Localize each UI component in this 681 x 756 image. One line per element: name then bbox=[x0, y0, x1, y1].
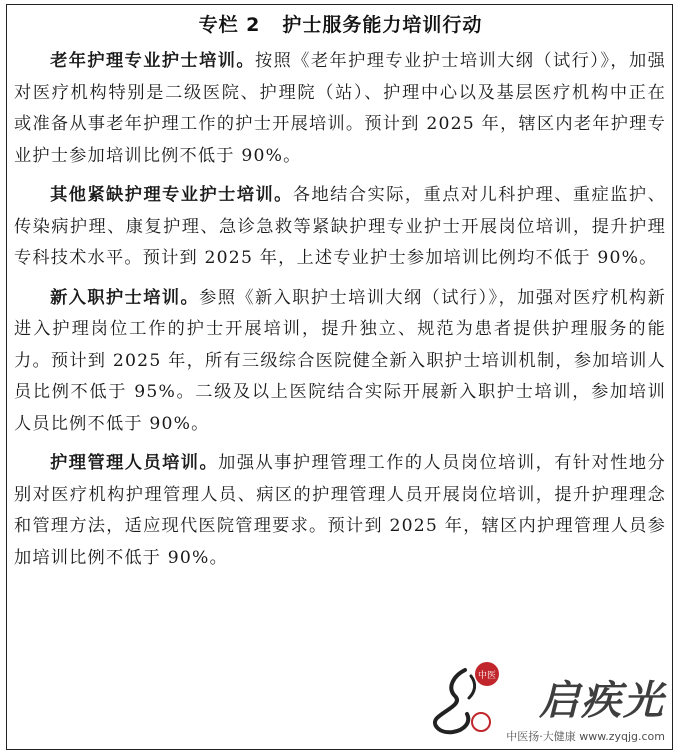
section-body: 各地结合实际，重点对儿科护理、重症监护、传染病护理、康复护理、急诊急救等紧缺护理专业护士开展岗位培训，提升护理专科技术水平。预计到 2025 年，上述专业护士参加培训比例均不低于 90%。 bbox=[14, 185, 666, 268]
column-title bbox=[0, 10, 681, 37]
section-body: 加强从事护理管理工作的人员岗位培训，有针对性地分别对医疗机构护理管理人员、病区的护理管理人员开展岗位培训，提升护理理念和管理方法，适应现代医院管理要求。预计到 2025 年，辖区内护理管理人员参加培训比例不低于 90%。 bbox=[14, 453, 666, 568]
section-nursing-management bbox=[14, 448, 666, 574]
section-shortage-specialties bbox=[14, 180, 666, 275]
section-new-nurses bbox=[14, 283, 666, 441]
section-body: 参照《新入职护士培训大纲（试行）》，加强对医疗机构新进入护理岗位工作的护士开展培训，提升独立、规范为患者提供护理服务的能力。预计到 2025 年，所有三级综合医院健全新入职护士培训机制，参加培训人员比例不低于 95%。二级及以上医院结合实际开展新入职护士培训，参加培训人员比例不低于 90%。 bbox=[14, 287, 666, 434]
column-number: 专栏 2 bbox=[198, 14, 261, 36]
section-heading: 新入职护士培训。 bbox=[50, 287, 200, 308]
seal-badge: 中医 bbox=[475, 662, 499, 686]
column-content bbox=[14, 46, 666, 582]
section-heading: 护理管理人员培训。 bbox=[50, 453, 219, 473]
watermark-brand: 启疾光 bbox=[539, 677, 665, 724]
column-title-text: 护士服务能力培训行动 bbox=[282, 14, 483, 36]
section-body: 按照《老年护理专业护士培训大纲（试行）》，加强对医疗机构特别是二级医院、护理院（站）、护理中心以及基层医疗机构中正在或准备从事老年护理工作的护士开展培训。预计到 2025 年，辖区内老年护理专业护士参加培训比例不低于 90%。 bbox=[14, 51, 667, 166]
section-heading: 其他紧缺护理专业护士培训。 bbox=[50, 185, 293, 205]
section-heading: 老年护理专业护士培训。 bbox=[50, 51, 256, 71]
section-elderly-care bbox=[14, 46, 666, 172]
watermark-url: 中医扬·大健康 www.zyqjg.com bbox=[506, 730, 665, 743]
